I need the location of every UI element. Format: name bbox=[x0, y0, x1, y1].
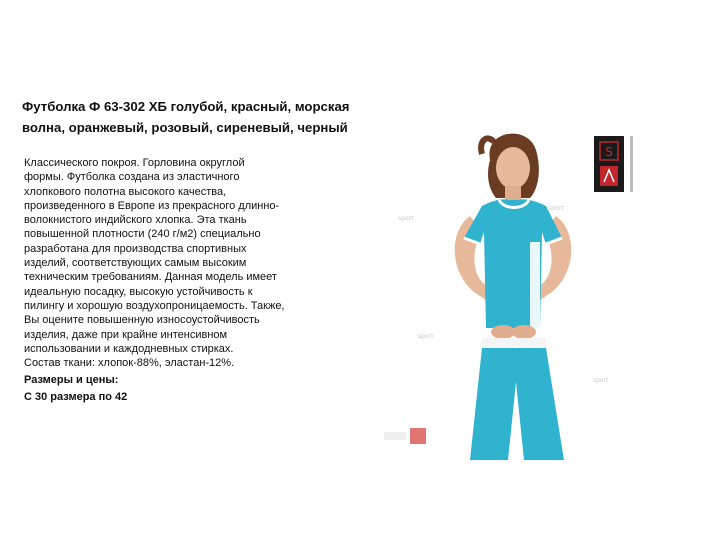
sizes-range: С 30 размера по 42 bbox=[24, 391, 128, 404]
svg-text:sport: sport bbox=[593, 377, 609, 384]
product-description: Классического покроя. Горловина округлой формы. Футболка создана из эластичного хлопкового полотна высокого качества, произведенного в Европе из прекрасного длинно-волокнистого индийского хлопка. Эта ткань повышенной плотности (240 г/м2) специально разработана для производства спортивных изделий, соответствующих самым высоким техническим требованиям. Данная модель имеет идеальную посадку, высокую устойчивость к пилингу и хорошую воздухопроницаемость. Также, Вы оцените повышенную износоустойчивость изделия, даже при крайне интенсивном использовании и каждодневных стирках. bbox=[24, 157, 285, 355]
small-brand-logo-icon bbox=[384, 428, 430, 446]
svg-text:sport: sport bbox=[398, 215, 414, 222]
fabric-composition: Состав ткани: хлопок-88%, эластан-12%. bbox=[24, 357, 235, 370]
logo-letter: S bbox=[605, 145, 613, 159]
sizes-heading: Размеры и цены: bbox=[24, 374, 119, 387]
svg-text:sport: sport bbox=[548, 205, 564, 212]
tshirt-shape bbox=[464, 199, 562, 328]
product-description-block bbox=[24, 156, 286, 406]
brand-logo bbox=[590, 130, 640, 200]
product-title: Футболка Ф 63-302 ХБ голубой, красный, морская волна, оранжевый, розовый, сиреневый, черный bbox=[22, 99, 350, 135]
svg-text:sport: sport bbox=[418, 333, 434, 340]
